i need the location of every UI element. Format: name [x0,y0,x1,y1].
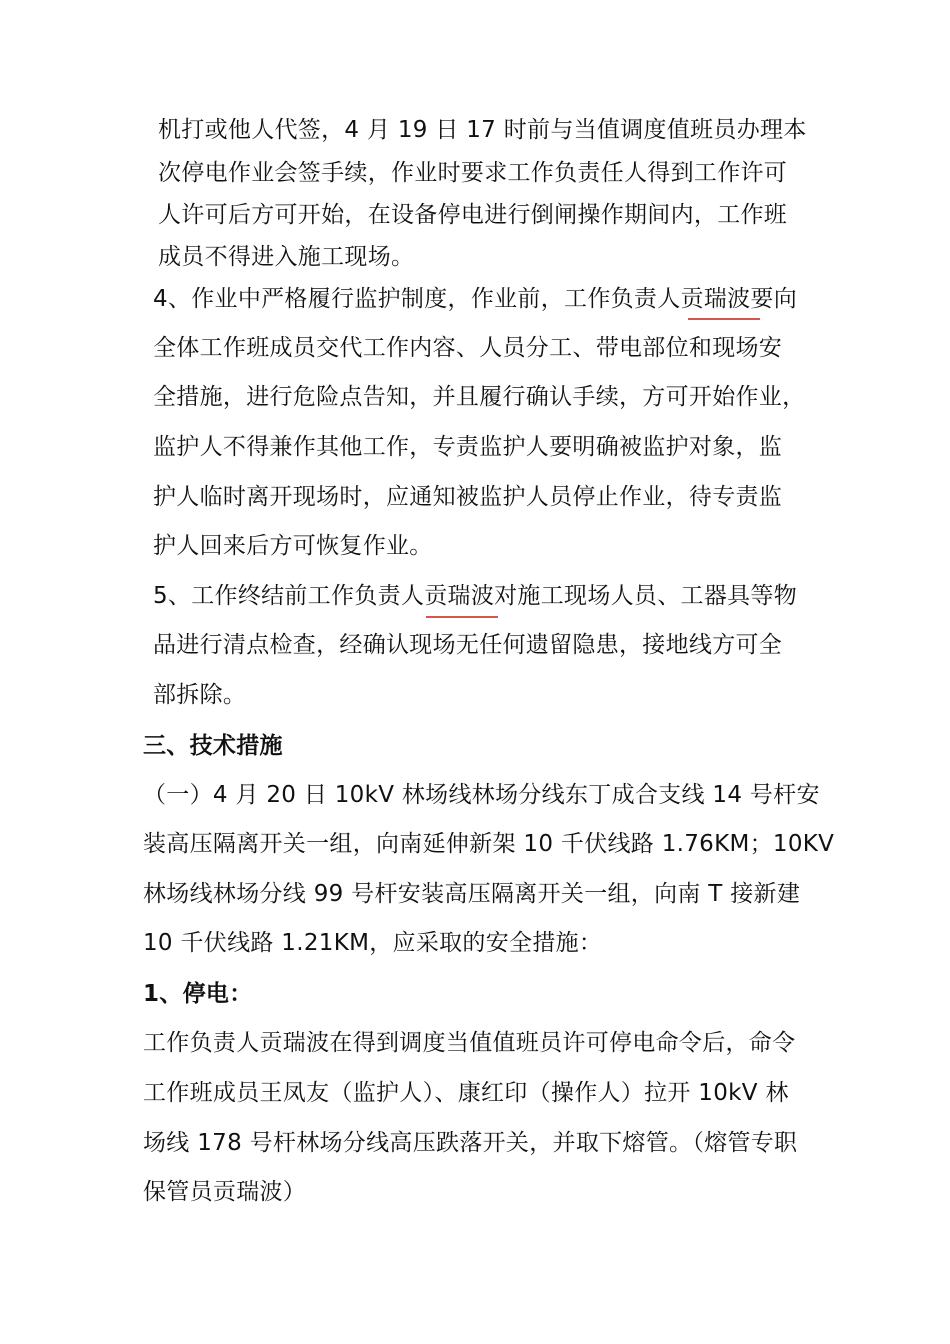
text-line: 次停电作业会签手续，作业时要求工作负责任人得到工作许可 [158,160,788,186]
text-line: 部拆除。 [153,682,247,708]
text-line: 工作负责人贡瑞波在得到调度当值值班员许可停电命令后，命令 [143,1030,796,1056]
text-line: 护人临时离开现场时，应通知被监护人员停止作业，待专责监 [153,484,783,510]
text-line: 5、工作终结前工作负责人贡瑞波对施工现场人员、工器具等物 [153,583,798,609]
text-line: 全体工作班成员交代工作内容、人员分工、带电部位和现场安 [153,335,783,361]
spellcheck-underline [688,318,760,320]
text-line: 人许可后方可开始，在设备停电进行倒闸操作期间内，工作班 [158,202,788,228]
text-line: 工作班成员王凤友（监护人）、康红印（操作人）拉开 10kV 林 [143,1080,789,1106]
spellcheck-underline [426,616,498,618]
text-line: 成员不得进入施工现场。 [158,244,415,270]
text-line: 保管员贡瑞波） [143,1179,307,1205]
text-line: 4、作业中严格履行监护制度，作业前，工作负责人贡瑞波要向 [153,286,798,312]
text-line: 林场线林场分线 99 号杆安装高压隔离开关一组，向南 T 接新建 [143,881,801,907]
text-line: 装高压隔离开关一组，向南延伸新架 10 千伏线路 1.76KM；10KV [143,831,835,857]
text-line: 监护人不得兼作其他工作，专责监护人要明确被监护对象，监 [153,434,783,460]
text-line: 场线 178 号杆林场分线高压跌落开关，并取下熔管。（熔管专职 [143,1130,798,1156]
text-line: 护人回来后方可恢复作业。 [153,533,433,559]
text-line: 10 千伏线路 1.21KM，应采取的安全措施： [143,930,603,956]
text-line: 全措施，进行危险点告知，并且履行确认手续，方可开始作业， [153,384,806,410]
sub-heading: 1、停电： [143,981,253,1007]
text-line: （一）4 月 20 日 10kV 林场线林场分线东丁成合支线 14 号杆安 [143,782,820,808]
section-heading: 三、技术措施 [143,733,283,759]
text-line: 品进行清点检查，经确认现场无任何遗留隐患，接地线方可全 [153,632,783,658]
text-line: 机打或他人代签，4 月 19 日 17 时前与当值调度值班员办理本 [158,117,807,143]
